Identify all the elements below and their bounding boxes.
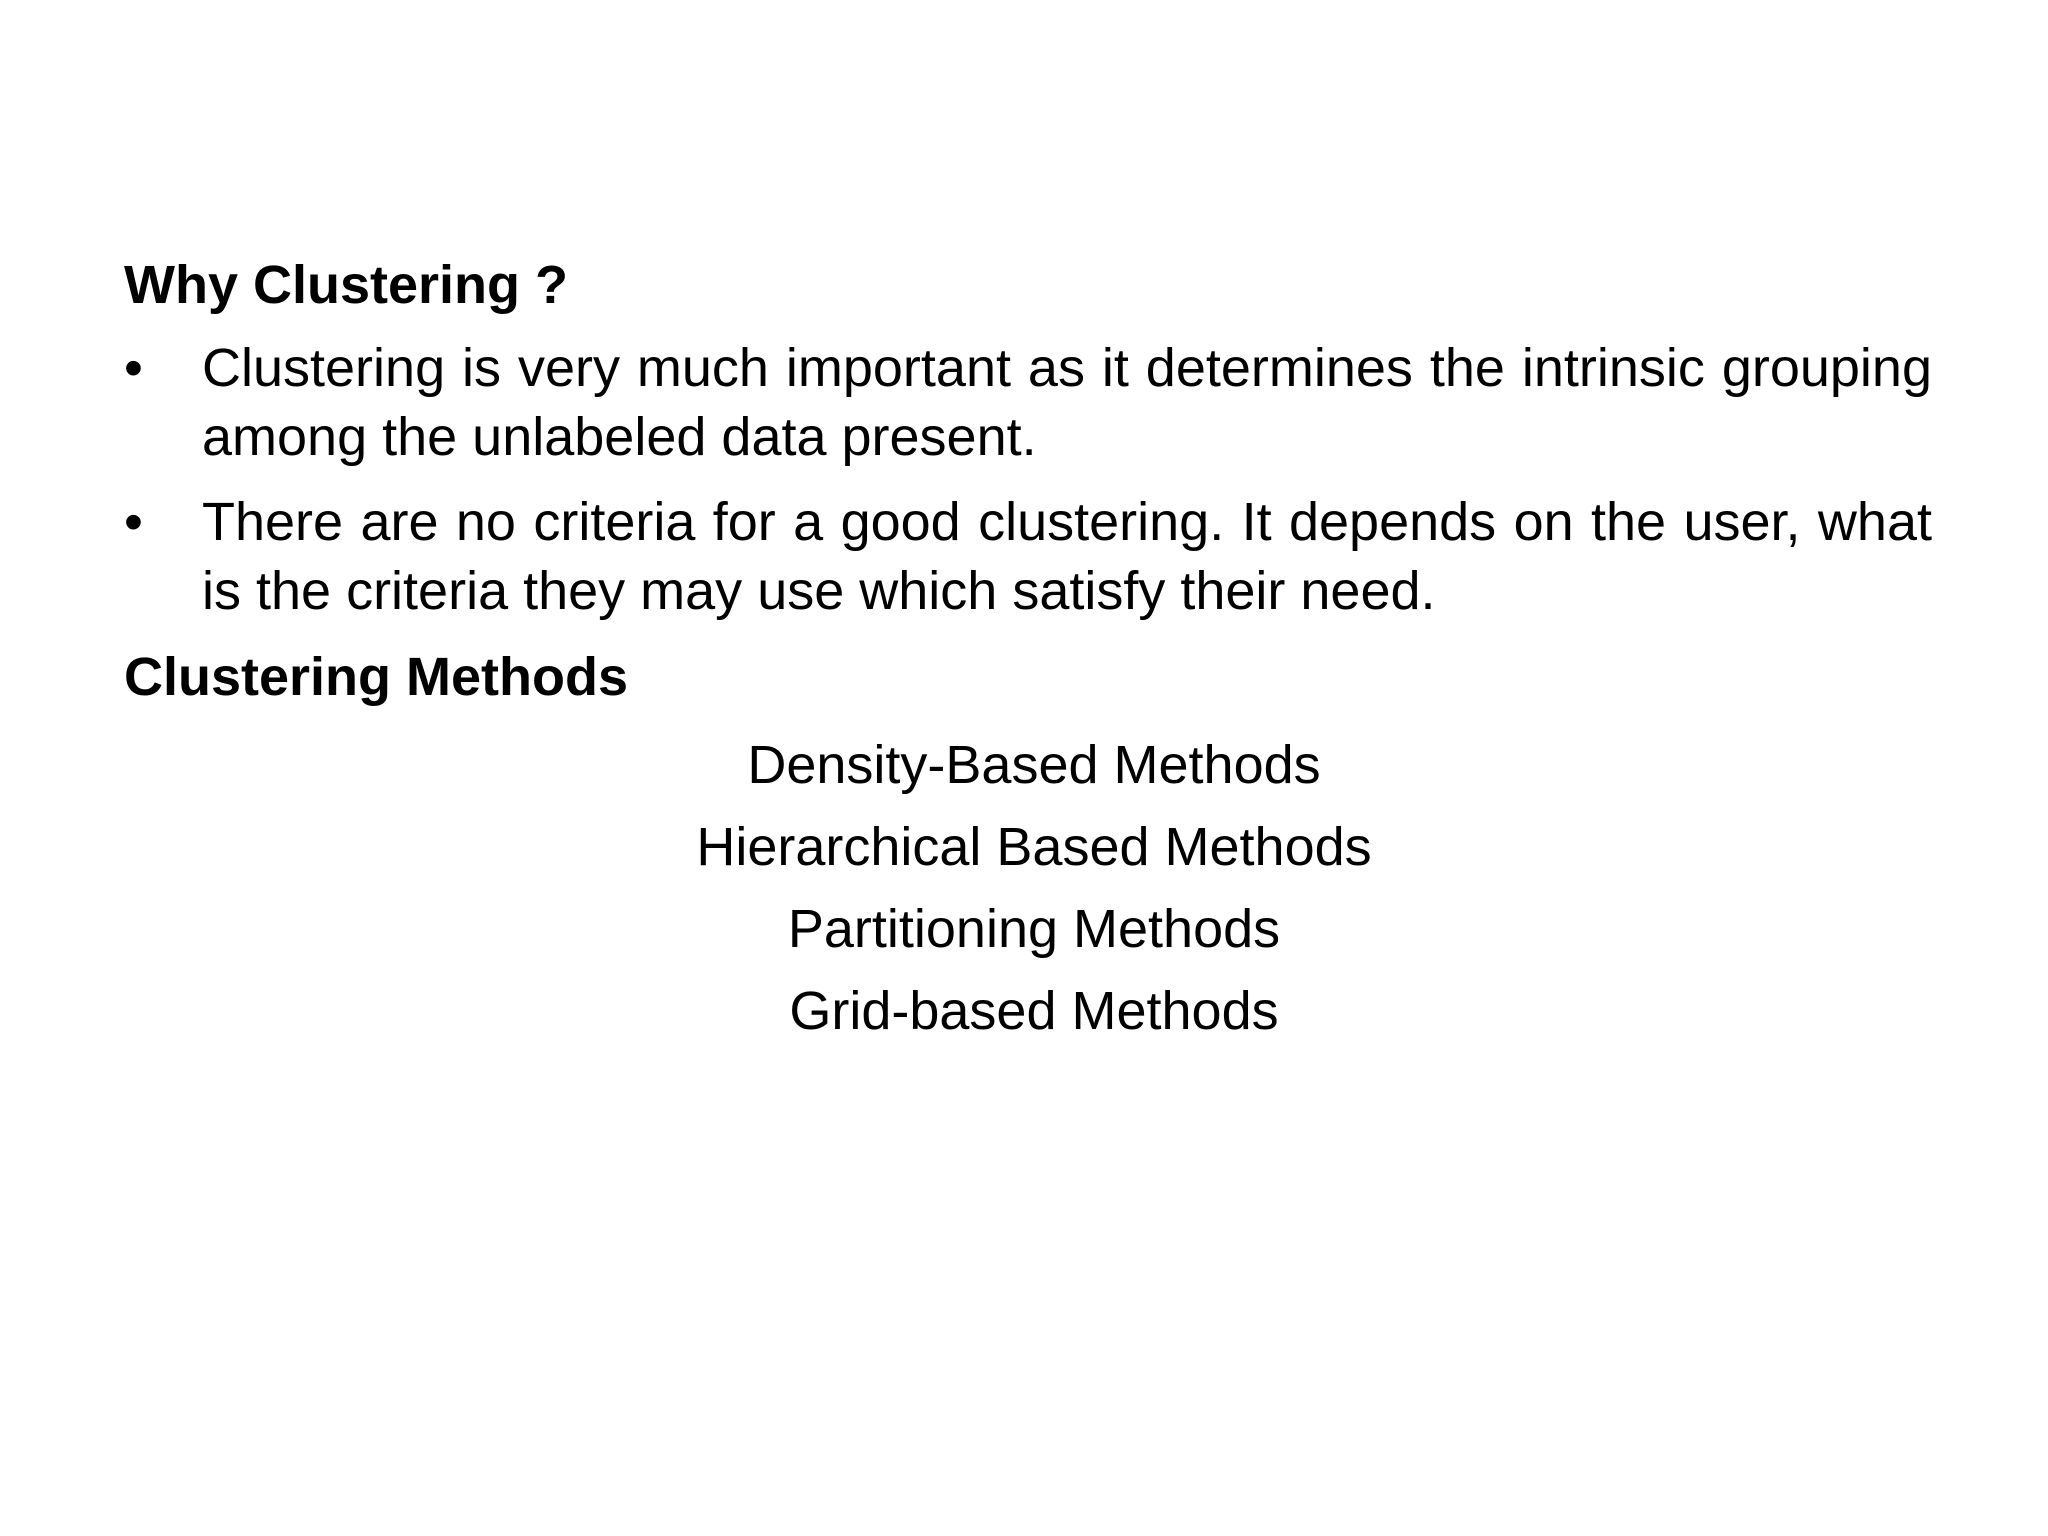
method-item-grid: Grid-based Methods — [789, 981, 1279, 1041]
method-item-density: Density-Based Methods — [747, 735, 1321, 795]
bullet-item — [124, 488, 1932, 626]
method-item-hierarchical: Hierarchical Based Methods — [696, 817, 1372, 877]
bullet-list — [124, 334, 1932, 626]
method-item-partitioning: Partitioning Methods — [787, 899, 1281, 959]
slide-content — [124, 250, 1932, 1052]
methods-list — [124, 724, 1932, 1052]
bullet-text: Clustering is very much important as it determines the intrinsic grouping among the unlabeled data present. — [202, 338, 1932, 467]
bullet-item — [124, 334, 1932, 472]
bullet-marker: • — [124, 492, 143, 552]
bullet-text: There are no criteria for a good clustering. It depends on the user, what is the criteria they may use which satisfy their need. — [202, 492, 1932, 621]
bullet-marker: • — [124, 338, 143, 398]
heading-why-clustering: Why Clustering ? — [124, 255, 568, 315]
heading-clustering-methods: Clustering Methods — [124, 647, 629, 707]
